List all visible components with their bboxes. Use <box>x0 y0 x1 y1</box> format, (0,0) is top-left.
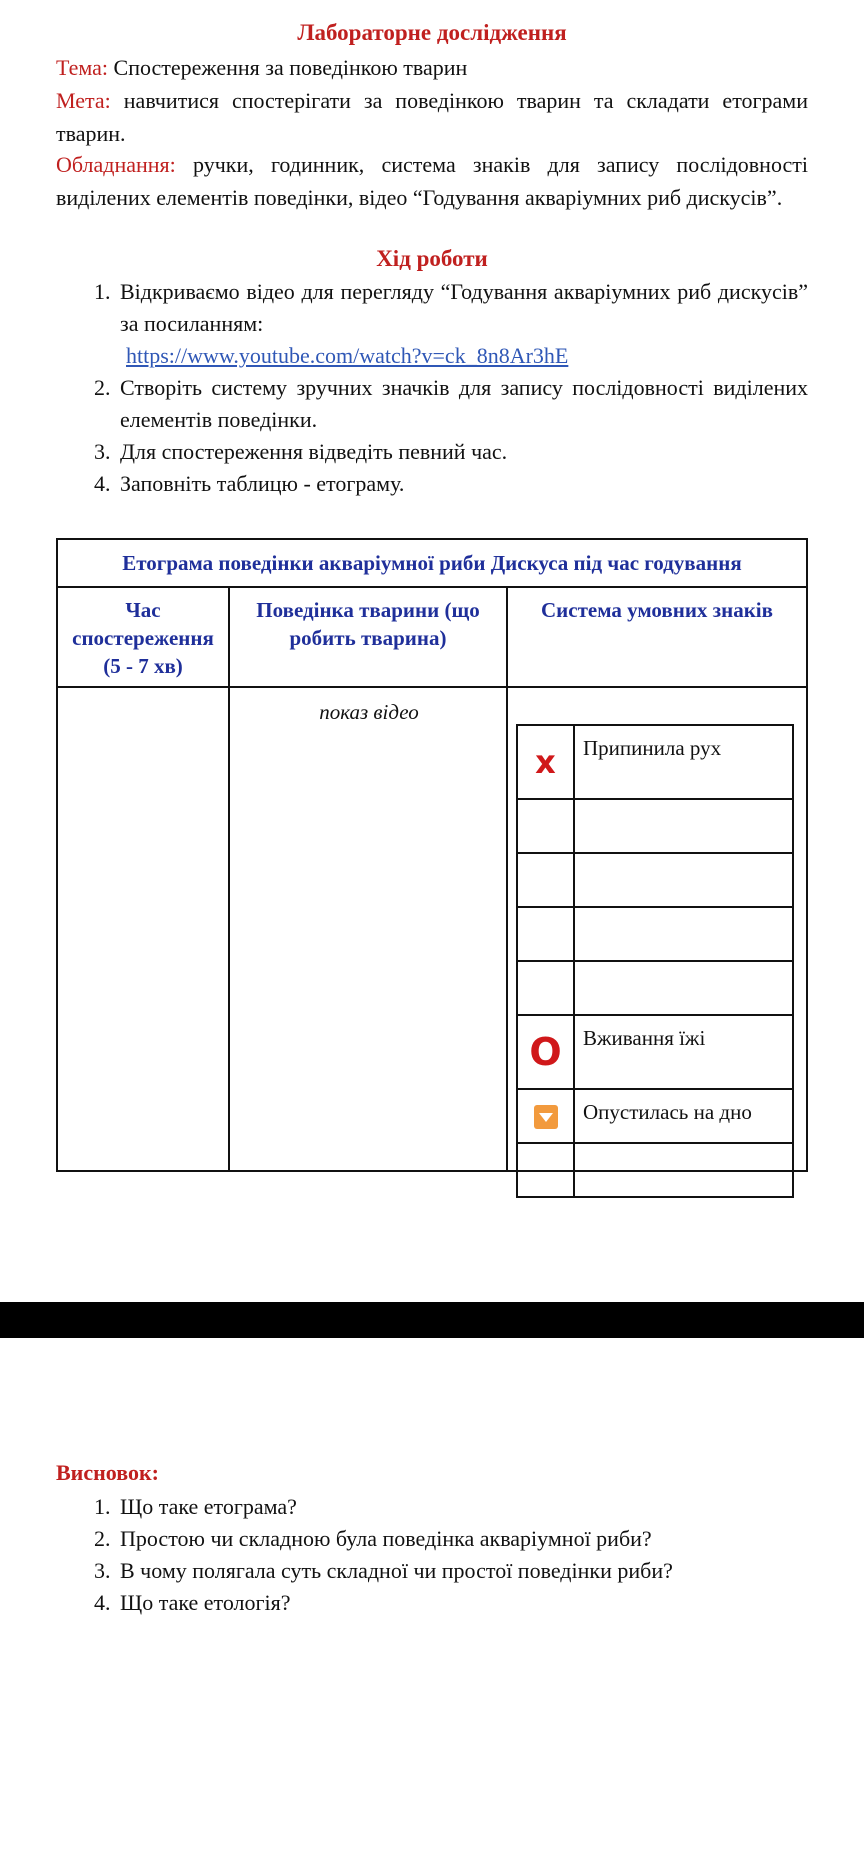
legend-label-cell[interactable] <box>574 961 793 1015</box>
conclusion-heading: Висновок: <box>56 1460 159 1485</box>
legend-label-cell[interactable] <box>574 799 793 853</box>
show-video-note: показ відео <box>319 700 419 724</box>
procedure-step: 2. Створіть систему зручних значків для запису послідовності виділених елементів поведінки. <box>116 372 808 436</box>
topic-text: Спостереження за поведінкою тварин <box>113 55 468 80</box>
topic-line <box>56 51 808 84</box>
topic-label: Тема: <box>56 55 109 80</box>
legend-symbol-cell[interactable] <box>517 961 574 1015</box>
procedure-steps <box>56 276 808 500</box>
column-header-time: Час спостереження (5 - 7 хв) <box>72 598 214 678</box>
legend-row <box>517 799 793 853</box>
legend-row <box>517 1089 793 1143</box>
document-title: Лабораторне дослідження <box>297 20 567 45</box>
legend-label-cell: Опустилась на дно <box>574 1089 793 1143</box>
legend-row <box>517 1143 793 1197</box>
video-link[interactable]: https://www.youtube.com/watch?v=ck_8n8Ar3hE <box>126 343 569 368</box>
down-triangle-icon <box>534 1105 558 1129</box>
procedure-step <box>116 276 808 372</box>
legend-row <box>517 961 793 1015</box>
conclusion-question: 3. В чому полягала суть складної чи простої поведінки риби? <box>116 1555 808 1587</box>
legend-symbol-cell <box>517 1089 574 1143</box>
conclusion-question: 4. Що таке етологія? <box>116 1587 808 1619</box>
equipment-label: Обладнання: <box>56 152 176 177</box>
legend-label-cell[interactable] <box>574 907 793 961</box>
step-text: Відкриваємо відео для перегляду “Годування акваріумних риб дискусів” за посиланням: <box>120 279 808 336</box>
ethogram-title: Етограма поведінки акваріумної риби Дискуса під час годування <box>58 540 806 588</box>
procedure-step: 3. Для спостереження відведіть певний час. <box>116 436 808 468</box>
black-redaction-bar <box>0 1302 864 1338</box>
legend-label-cell[interactable] <box>574 1143 793 1197</box>
column-divider <box>228 588 230 1170</box>
goal-text: навчитися спостерігати за поведінкою тварин та складати етограми тварин. <box>56 88 808 146</box>
goal-line <box>56 84 808 150</box>
conclusion-questions <box>56 1491 808 1619</box>
conclusion-question: 1. Що таке етограма? <box>116 1491 808 1523</box>
column-header-symbols: Система умовних знаків <box>541 598 773 622</box>
equipment-line <box>56 148 808 214</box>
equipment-text: ручки, годинник, система знаків для запису послідовності виділених елементів поведінки, відео “Годування акваріумних риб дискусів”. <box>56 152 808 210</box>
ethogram-table <box>56 538 808 1172</box>
legend-label-cell[interactable] <box>574 853 793 907</box>
symbols-legend-table <box>516 724 794 1198</box>
procedure-step: 4. Заповніть таблицю - етограму. <box>116 468 808 500</box>
header-divider <box>58 686 806 688</box>
legend-label-cell: Вживання їжі <box>574 1015 793 1089</box>
column-header-behavior: Поведінка тварини (що робить тварина) <box>256 598 480 650</box>
legend-symbol-cell[interactable] <box>517 853 574 907</box>
legend-label-cell: Припинила рух <box>574 725 793 799</box>
goal-label: Мета: <box>56 88 111 113</box>
legend-symbol-cell[interactable] <box>517 1143 574 1197</box>
column-divider <box>506 588 508 1170</box>
legend-row <box>517 907 793 961</box>
conclusion-question: 2. Простою чи складною була поведінка акваріумної риби? <box>116 1523 808 1555</box>
legend-symbol-cell[interactable] <box>517 799 574 853</box>
legend-symbol-cell[interactable] <box>517 907 574 961</box>
x-mark-icon: x <box>535 743 556 781</box>
legend-symbol-cell <box>517 725 574 799</box>
legend-row <box>517 1015 793 1089</box>
circle-o-icon: O <box>529 1030 562 1074</box>
legend-row <box>517 853 793 907</box>
procedure-heading: Хід роботи <box>376 246 488 271</box>
legend-symbol-cell <box>517 1015 574 1089</box>
legend-row <box>517 725 793 799</box>
